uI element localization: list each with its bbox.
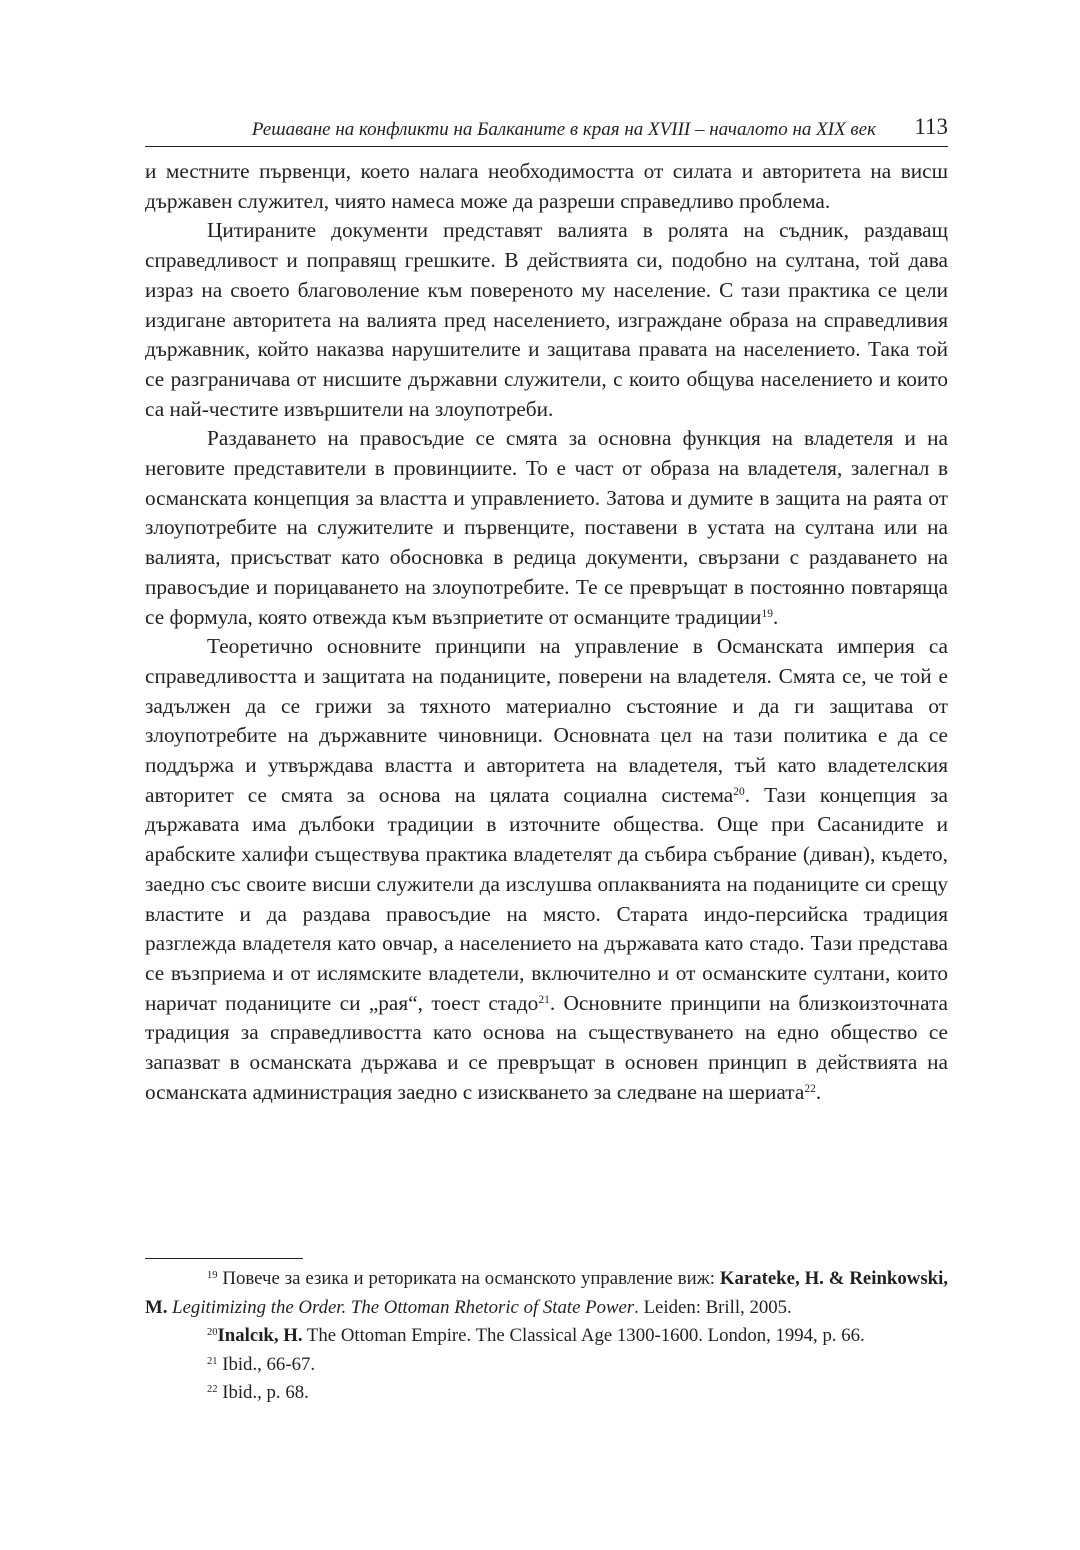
- paragraph-3-end: .: [772, 604, 779, 629]
- footnote-19-title: Legitimizing the Order. The Ottoman Rhetoric of State Power: [172, 1296, 635, 1318]
- footnote-20-number: 20: [207, 1327, 218, 1338]
- footnote-20: [145, 1322, 948, 1351]
- footnote-ref-20[interactable]: 20: [733, 785, 745, 798]
- paragraph-3-text: Раздаването на правосъдие се смята за основна функция на владетеля и на неговите представители в провинциите. То е част от образа на владетеля, залегнал в османската концепция за властта и управлението. Затова и думите в защита на раята от злоупотребите на служителите и първенците, поставени в устата на султана или на валията, присъстват като обосновка в редица документи, свързани с раздаването на правосъдие и порицаването на злоупотребите. Те се превръщат в постоянно повтаряща се формула, която отвежда към възприетите от османците традиции: [145, 426, 948, 629]
- paragraph-4-end: .: [815, 1079, 822, 1104]
- footnote-21-number: 21: [207, 1355, 218, 1367]
- footnote-divider: [145, 1258, 303, 1259]
- footnote-19: [145, 1265, 948, 1322]
- footnote-19-lead: Повече за езика и реториката на османското управление виж:: [217, 1268, 720, 1289]
- running-header: [145, 112, 948, 147]
- footnote-20-author: Inalcık, H.: [217, 1325, 303, 1346]
- paragraph-4-part-a: Теоретично основните принципи на управление в Османската империя са справедливостта и защитата на поданиците, поверени на владетеля. Смята се, че той е задължен да се грижи за тяхното материално състояние и да ги защитава от злоупотребите на държавните чиновници. Основната цел на тази политика е да се поддържа и утвърждава властта и авторитета на владетеля, тъй като владетелския авторитет се смята за основа на цялата социална система: [145, 634, 948, 807]
- footnote-19-authors: Karateke, H. & Reinkowski, M.: [145, 1268, 948, 1318]
- footnote-21: [145, 1351, 948, 1380]
- footnote-19-rest: . Leiden: Brill, 2005.: [634, 1296, 792, 1318]
- footnote-21-text: Ibid., 66-67.: [217, 1353, 316, 1375]
- footnote-ref-22[interactable]: 22: [804, 1082, 816, 1095]
- footnotes: [145, 1265, 948, 1408]
- page-number: 113: [914, 114, 948, 139]
- footnote-ref-19[interactable]: 19: [761, 607, 773, 620]
- footnote-22-text: Ibid., p. 68.: [217, 1382, 309, 1403]
- footnote-19-number: 19: [207, 1270, 218, 1281]
- footnote-ref-21[interactable]: 21: [538, 993, 550, 1006]
- footnote-22: [145, 1379, 948, 1408]
- footnote-22-number: 22: [207, 1384, 218, 1395]
- paragraph-4-part-c: . Основните принципи на близкоизточната традиция за справедливостта като основа на съществуването на едно общество се запазват в османската държава и се превръщат в основен принцип в действията на османската администрация заедно с изискването за следване на шериата: [145, 990, 948, 1104]
- running-header-title: Решаване на конфликти на Балканите в края на XVIII – началото на XIX век: [251, 119, 876, 140]
- paragraph-4-part-b: . Тази концепция за държавата има дълбоки традиции в източните общества. Още при Сасанидите и арабските халифи съществува практика владетелят да събира събрание (диван), където, заедно със своите висши служители да изслушва оплакванията на поданиците си срещу властите и да раздава правосъдие на място. Старата индо-персийска традиция разглежда владетеля като овчар, а населението на държавата като стадо. Тази представа се възприема и от ислямските владетели, включително и от османските султани, които наричат поданиците си „рая“, тоест стадо: [145, 782, 948, 1015]
- body-text: [145, 157, 948, 1108]
- paragraph-2: Цитираните документи представят валията в ролята на съдник, раздаващ справедливост и поправящ грешките. В действията си, подобно на султана, той дава израз на своето благоволение към повереното му население. С тази практика се цели издигане авторитета на валията пред населението, изграждане образа на справедливия държавник, който наказва нарушителите и защитава правата на населението. Така той се разграничава от нисшите държавни служители, с които общува населението и които са най-честите извършители на злоупотреби.: [145, 218, 948, 421]
- paragraph-1: и местните първенци, което налага необходимостта от силата и авторитета на висш държавен служител, чиято намеса може да разреши справедливо проблема.: [145, 159, 948, 213]
- footnote-20-rest: The Ottoman Empire. The Classical Age 1300-1600. London, 1994, p. 66.: [302, 1325, 865, 1346]
- paragraph-3: [145, 424, 948, 632]
- paragraph-4: [145, 632, 948, 1107]
